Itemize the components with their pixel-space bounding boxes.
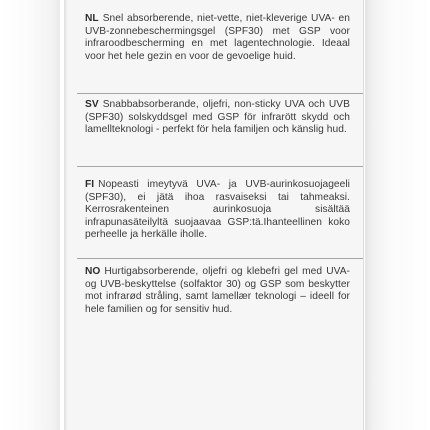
section-no [85,266,350,316]
label-text-panel [64,0,364,430]
section-sv [85,99,350,137]
section-no-text: Hurtigabsorberende, oljefri og klebefri gel med UVA- og UVB-beskyttelse (solfaktor 30) og GSP som beskytter mot infrarød stråling, samt lamellær teknologi – ideell for hele familien og for sensitiv hud. [85,266,350,315]
section-sv-text: Snabbabsorberande, oljefri, non-sticky UVA och UVB (SPF30) solskyddsgel med GSP för infrarött skydd och lamellteknologi - perfekt för hela familjen och känslig hud. [85,99,350,136]
divider-line [77,258,363,259]
section-nl-text: Snel absorberende, niet-vette, niet-kleverige UVA- en UVB-zonnebeschermingsgel (SPF30) met GSP voor infraroodbescherming en met lagentechnologie. Ideaal voor het hele gezin en voor de gevoelige huid. [85,13,350,62]
language-code-fi: FI [85,179,95,190]
divider-line [77,93,363,94]
language-code-sv: SV [85,99,99,110]
package-left-side [0,0,60,430]
language-code-no: NO [85,266,101,277]
section-fi [85,179,350,242]
section-nl [85,13,350,63]
package-right-side [365,0,430,430]
divider-line [77,166,363,167]
section-fi-text: Nopeasti imeytyvä UVA- ja UVB-aurinkosuojageeli (SPF30), ei jätä ihoa rasvaiseksi tai tahmeaksi. Kerrosrakenteinen aurinkosuoja sisältää infrapunasäteilyltä suojaavaa GSP:tä.Ihanteellinen koko perheelle ja herkälle iholle. [85,179,350,241]
language-code-nl: NL [85,13,99,24]
